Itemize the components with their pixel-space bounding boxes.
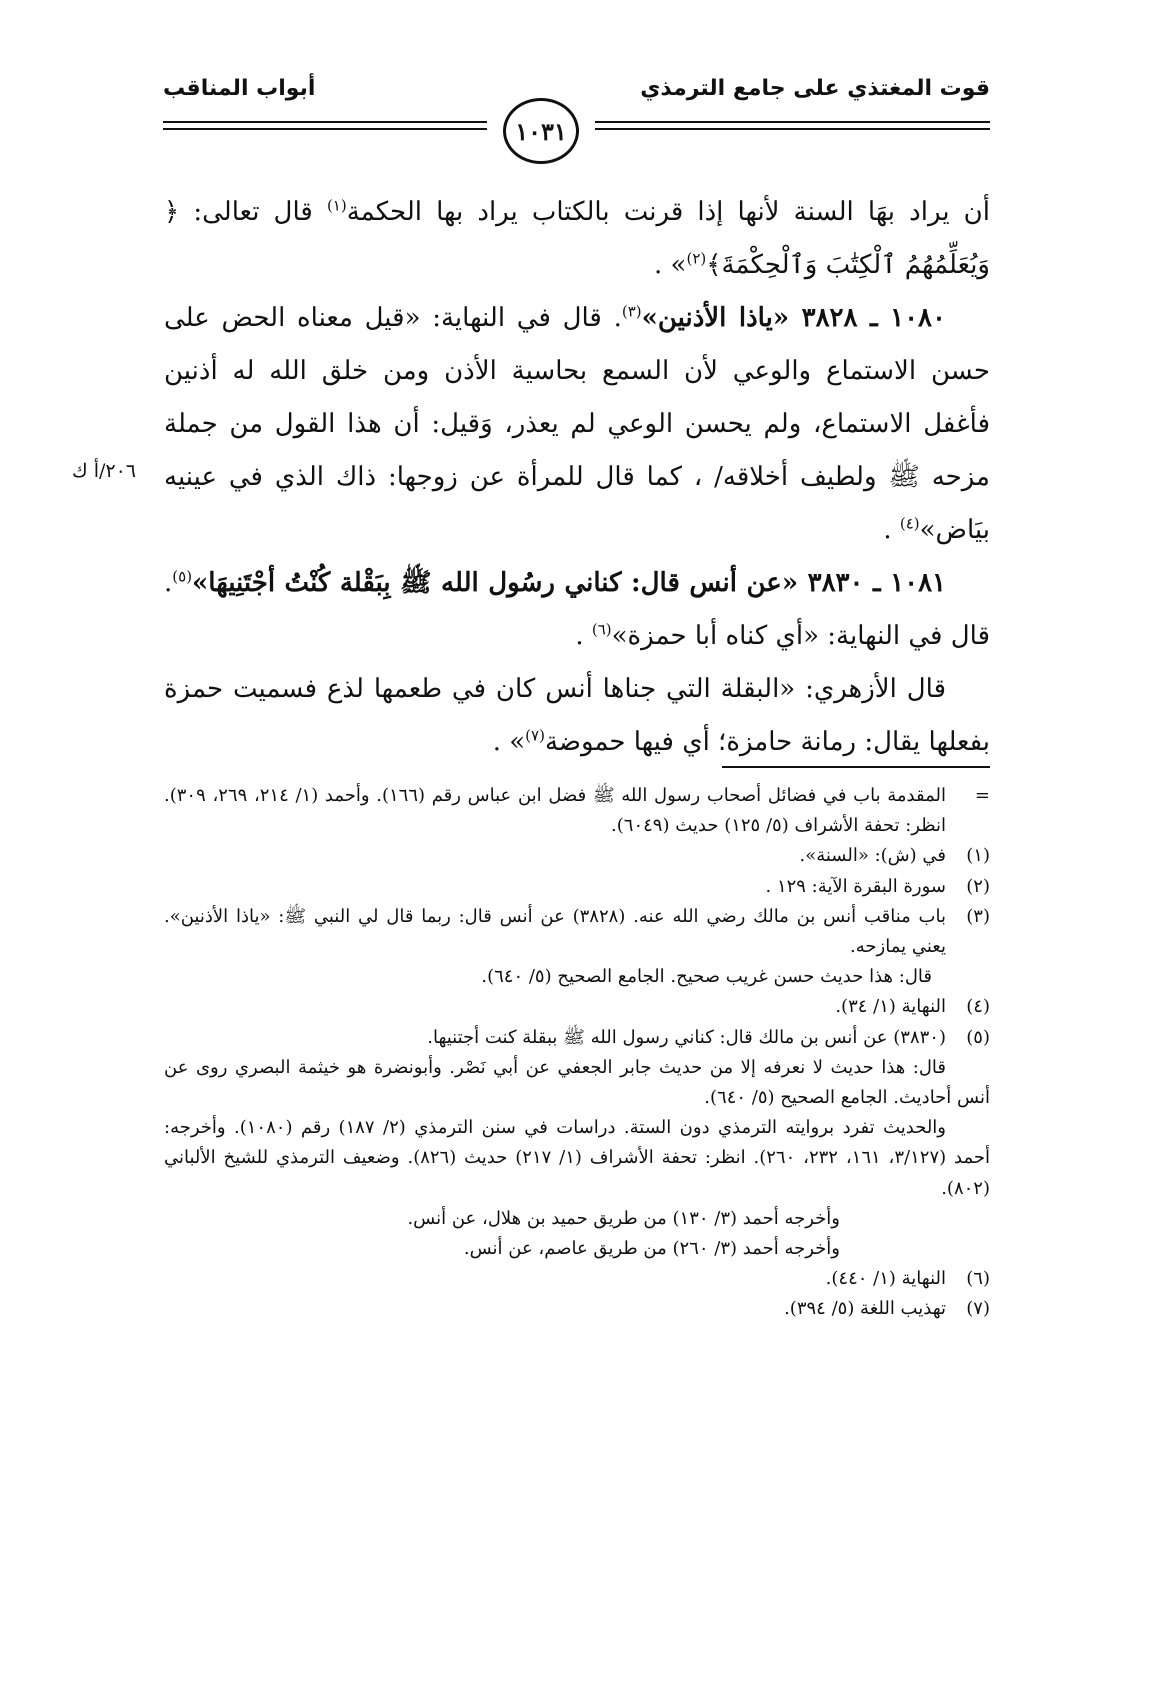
header-rule-right <box>595 121 990 123</box>
footnote-2: (٢) سورة البقرة الآية: ١٢٩ . <box>765 875 990 897</box>
footnote-6: (٦) النهاية (١/ ٤٤٠). <box>825 1268 990 1290</box>
footnote-ref-7: (٧) <box>525 726 545 745</box>
paragraph-1: أن يراد بهَا السنة لأنها إذا قرنت بالكتاب يراد بها الحكمة$^{(١)}$ قال تعالى: ﴿ وَيُعَلِّمُهُمُ ٱلْكِتَٰبَ وَٱلْحِكْمَةَ﴾$^{(٢)}$» . <box>164 196 991 280</box>
paragraph-azhari: قال الأزهري: «البقلة التي جناها أنس كان في طعمها لذع فسميت حمزة بفعلها يقال: رمانة حامزة؛ أي فيها حموضة$^{(٧)}$» . <box>164 674 990 757</box>
footnote-3: (٣) باب مناقب أنس بن مالك رضي الله عنه. (٣٨٢٨) عن أنس قال: ربما قال لي النبي ﷺ: «ياذا الأذنين». يعني يمازحه. <box>164 905 990 958</box>
footnotes <box>164 781 990 1325</box>
page-number: ١٠٣١ <box>503 98 579 164</box>
footnote-5-sub-4: وأخرجه أحمد (٣/ ٢٦٠) من طريق عاصم، عن أنس. <box>463 1238 840 1260</box>
footnote-5-sub-3: وأخرجه أحمد (٣/ ١٣٠) من طريق حميد بن هلال، عن أنس. <box>407 1207 840 1229</box>
footnote-5-sub-2: والحديث تفرد بروايته الترمذي دون الستة. دراسات في سنن الترمذي (٢/ ١٨٧) رقم (١٠٨٠). وأخرجه: أحمد (٣/١٢٧، ١٦١، ٢٣٢، ٢٦٠). انظر: تحفة الأشراف (١/ ٢١٧) حديث (٨٢٦). وضعيف الترمذي للشيخ الألباني (٨٠٢). <box>164 1117 991 1199</box>
paragraph-hadith-1080: ١٠٨٠ ـ ٣٨٢٨ «ياذا الأذنين»$^{(٣)}$. قال في النهاية: «قيل معناه الحض على حسن الاستماع والوعي لأن السمع بحاسية الأذن ومن خلق الله له أذنين فأغفل الاستماع، ولم يحسن الوعي لم يعذر، وَقيل: أن هذا القول من جملة مزحه ﷺ ولطيف أخلاقه/ ، كما قال للمرأة عن زوجها: ذاك الذي في عينيه بيَاض»$^{(٤)}$ . <box>164 302 990 545</box>
footnote-5: (٥) (٣٨٣٠) عن أنس بن مالك قال: كناني رسول الله ﷺ ببقلة كنت أجتنيها. <box>427 1026 990 1048</box>
footnote-ref-6: (٦) <box>591 620 612 639</box>
hadith-number-1081: ١٠٨١ ـ ٣٨٣٠ «عن أنس قال: كناني رسُول الله ﷺ بِبَقْلة كُنْتُ أجْتَنِيهَا» <box>192 568 946 598</box>
footnote-ref-3: (٣) <box>621 302 642 321</box>
footnote-continuation: = المقدمة باب في فضائل أصحاب رسول الله ﷺ فضل ابن عباس رقم (١٦٦). وأحمد (١/ ٢١٤، ٢٦٩، ٣٠٩). انظر: تحفة الأشراف (٥/ ١٢٥) حديث (٦٠٤٩). <box>164 785 990 837</box>
book-title: قوت المغتذي على جامع الترمذي <box>640 76 990 101</box>
footnote-1: (١) في (ش): «السنة». <box>799 845 990 867</box>
footnote-separator <box>722 766 990 768</box>
quran-verse: ﴿ وَيُعَلِّمُهُمُ ٱلْكِتَٰبَ وَٱلْحِكْمَةَ﴾ <box>164 197 990 280</box>
paragraph-hadith-1081: ١٠٨١ ـ ٣٨٣٠ «عن أنس قال: كناني رسُول الله ﷺ بِبَقْلة كُنْتُ أجْتَنِيهَا»$^{(٥)}$. قال في النهاية: «أي كناه أبا حمزة»$^{(٦)}$ . <box>164 567 990 651</box>
footnote-3-sub: قال: هذا حديث حسن غريب صحيح. الجامع الصحيح (٥/ ٦٤٠). <box>481 966 932 988</box>
header-rule-left-2 <box>163 128 487 130</box>
hadith-number-1080: ١٠٨٠ ـ ٣٨٢٨ «ياذا الأذنين» <box>641 303 946 333</box>
header-rule-right-2 <box>595 128 990 130</box>
main-text <box>164 186 990 769</box>
footnote-ref-2: (٢) <box>686 249 707 268</box>
footnote-4: (٤) النهاية (١/ ٣٤). <box>835 996 990 1018</box>
footnote-5-sub-1: قال: هذا حديث لا نعرفه إلا من حديث جابر الجعفي عن أبي نَصْر. وأبونضرة هو خيثمة البصري روى عن أنس أحاديث. الجامع الصحيح (٥/ ٦٤٠). <box>164 1056 990 1109</box>
footnote-ref-4: (٤) <box>899 514 920 533</box>
footnote-7: (٧) تهذيب اللغة (٥/ ٣٩٤). <box>784 1298 990 1320</box>
footnote-ref-1: (١) <box>326 196 347 215</box>
footnote-ref-5: (٥) <box>172 567 193 586</box>
chapter-title: أبواب المناقب <box>163 76 316 101</box>
margin-note: ٢٠٦/أ ك <box>72 460 137 482</box>
header-rule-left <box>163 121 487 123</box>
